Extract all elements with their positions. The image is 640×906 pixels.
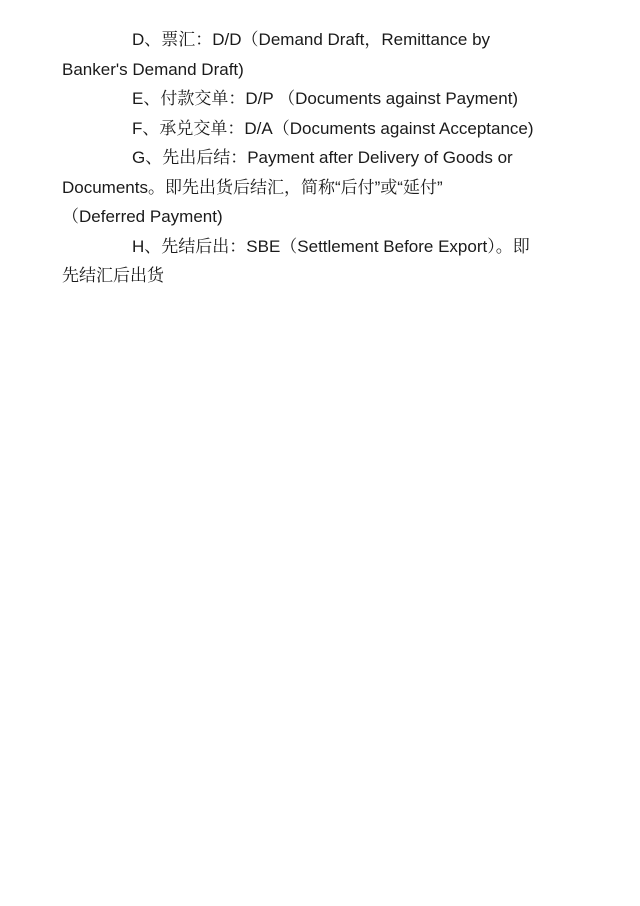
paragraph-payment-after-delivery <box>62 143 547 232</box>
text-line: D、票汇：D/D（Demand Draft，Remittance by <box>132 30 491 49</box>
text-line: E、付款交单：D/P （Documents against Payment) <box>132 89 519 108</box>
paragraph-documents-against-payment <box>97 84 547 114</box>
text-line: 先结汇后出货 <box>62 266 164 285</box>
text-line: G、先出后结：Payment after Delivery of Goods or <box>132 148 513 167</box>
text-line: F、承兑交单：D/A（Documents against Acceptance) <box>132 118 534 138</box>
paragraph-settlement-before-export <box>62 232 547 291</box>
text-line: Documents。即先出货后结汇，简称“后付”或“延付” <box>62 177 443 197</box>
text-line: Banker's Demand Draft) <box>62 59 244 79</box>
text-line: H、先结后出：SBE（Settlement Before Export）。即 <box>132 236 530 256</box>
document-page <box>62 25 547 291</box>
paragraph-documents-against-acceptance <box>97 114 547 144</box>
text-line: （Deferred Payment) <box>62 207 223 226</box>
paragraph-demand-draft <box>62 25 547 84</box>
